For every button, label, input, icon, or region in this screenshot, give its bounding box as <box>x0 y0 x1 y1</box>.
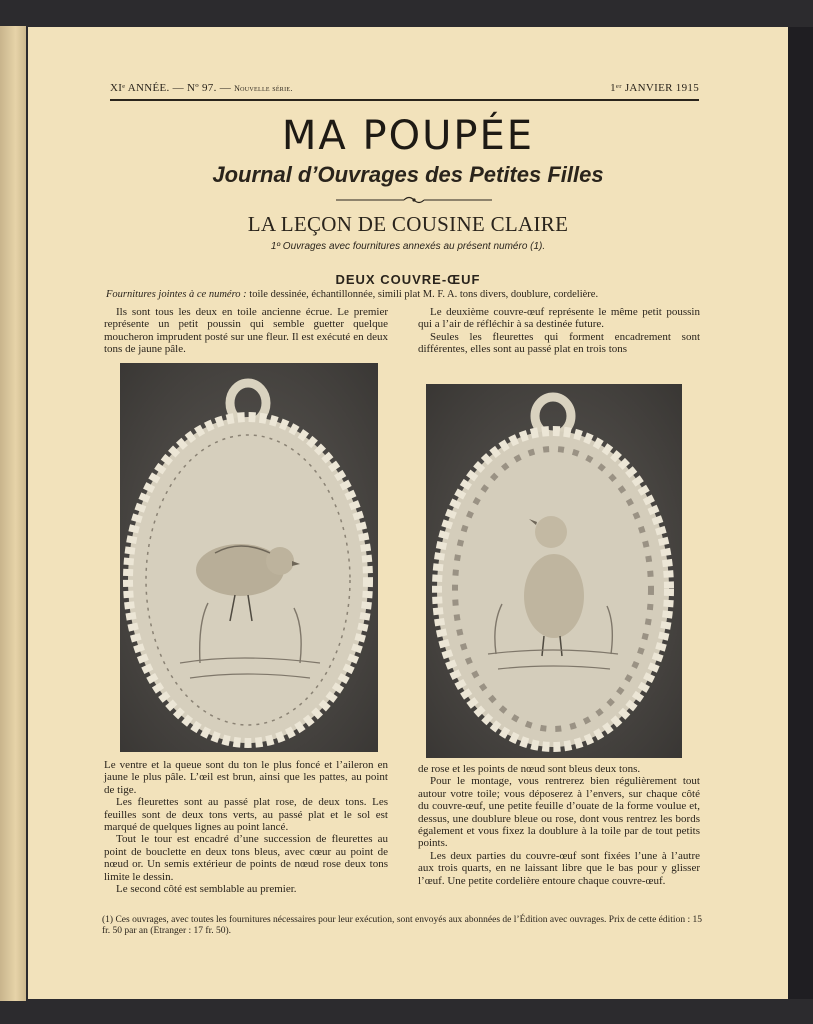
paragraph: Le ventre et la queue sont du ton le plus foncé et l’aileron en jaune le plus pâle. L’œil est brun, ainsi que les pattes, au point de tige. <box>104 759 388 796</box>
photo-couvre-oeuf-2 <box>426 384 682 758</box>
footnote: (1) Ces ouvrages, avec toutes les fournitures nécessaires pour leur exécution, sont envoyés aux abonnées de l’Édition avec ouvrages. Prix de cette édition : 15 fr. 50 par an (Etranger : 17 fr. 50). <box>102 915 702 936</box>
paragraph: Les deux parties du couvre-œuf sont fixées l’une à l’autre aux trois quarts, en ne laissant libre que le bas pour y glisser l’œuf. Une petite cordelière entoure chaque couvre-œuf. <box>418 849 700 887</box>
flourish-ornament <box>334 195 494 205</box>
issue-date: 1ᵉʳ JANVIER 1915 <box>610 82 699 94</box>
supplies-line: Fournitures jointes à ce numéro : toile dessinée, échantillonnée, simili plat M. F. A. tons divers, doublure, cordelière. <box>106 289 599 300</box>
masthead-subtitle: Journal d’Ouvrages des Petites Filles <box>212 162 604 187</box>
article-title: DEUX COUVRE-ŒUF <box>335 272 481 287</box>
right-column-top <box>418 306 700 356</box>
paragraph: Seules les fleurettes qui forment encadrement sont différentes, elles sont au passé plat en trois tons <box>418 330 700 356</box>
paragraph: Pour le montage, vous rentrerez bien régulièrement tout autour votre toile; vous déposerez à l’envers, sur chaque côté du couvre-œuf, une petite feuille d’ouate de la forme voulue et, dessus, une doublure bleue ou rose, dont vous rentrez les bords également et vous fixez la doublure à la toile par de tout petits points. <box>418 775 700 850</box>
photo-couvre-oeuf-1 <box>120 363 378 752</box>
left-column-top <box>104 306 388 356</box>
masthead-title: MA POUPÉE <box>281 113 535 159</box>
paragraph: Tout le tour est encadré d’une succession de fleurettes au point de bouclette en deux tons bleus, avec cœur au point de nœud or. Un semis extérieur de points de nœud rose deux tons limite le dessin. <box>104 833 388 883</box>
paragraph: de rose et les points de nœud sont bleus deux tons. <box>418 763 641 775</box>
issue-info: XIᵉ ANNÉE. — Nº 97. — Nouvelle série. <box>110 82 293 94</box>
right-column-bottom <box>418 763 700 887</box>
section-subtitle: 1º Ouvrages avec fournitures annexés au présent numéro (1). <box>270 241 546 252</box>
header-rule <box>110 99 699 101</box>
paragraph: Ils sont tous les deux en toile ancienne écrue. Le premier représente un petit poussin qui semble guetter quelque moucheron imprudent posté sur une fleur. Il est exécuté en deux tons de jaune pâle. <box>104 306 388 356</box>
book-binding <box>0 26 26 1001</box>
page-edge-shadow <box>788 27 813 999</box>
paragraph: Le deuxième couvre-œuf représente le même petit poussin qui a l’air de réfléchir à sa destinée future. <box>418 306 700 331</box>
paragraph: Les fleurettes sont au passé plat rose, de deux tons. Les feuilles sont de deux tons verts, au passé plat et le sol est marqué de quelques lignes au point lancé. <box>104 796 388 834</box>
magazine-page <box>28 27 788 999</box>
section-title: LA LEÇON DE COUSINE CLAIRE <box>247 212 569 236</box>
left-column-bottom <box>104 759 388 895</box>
paragraph: Le second côté est semblable au premier. <box>116 883 297 896</box>
